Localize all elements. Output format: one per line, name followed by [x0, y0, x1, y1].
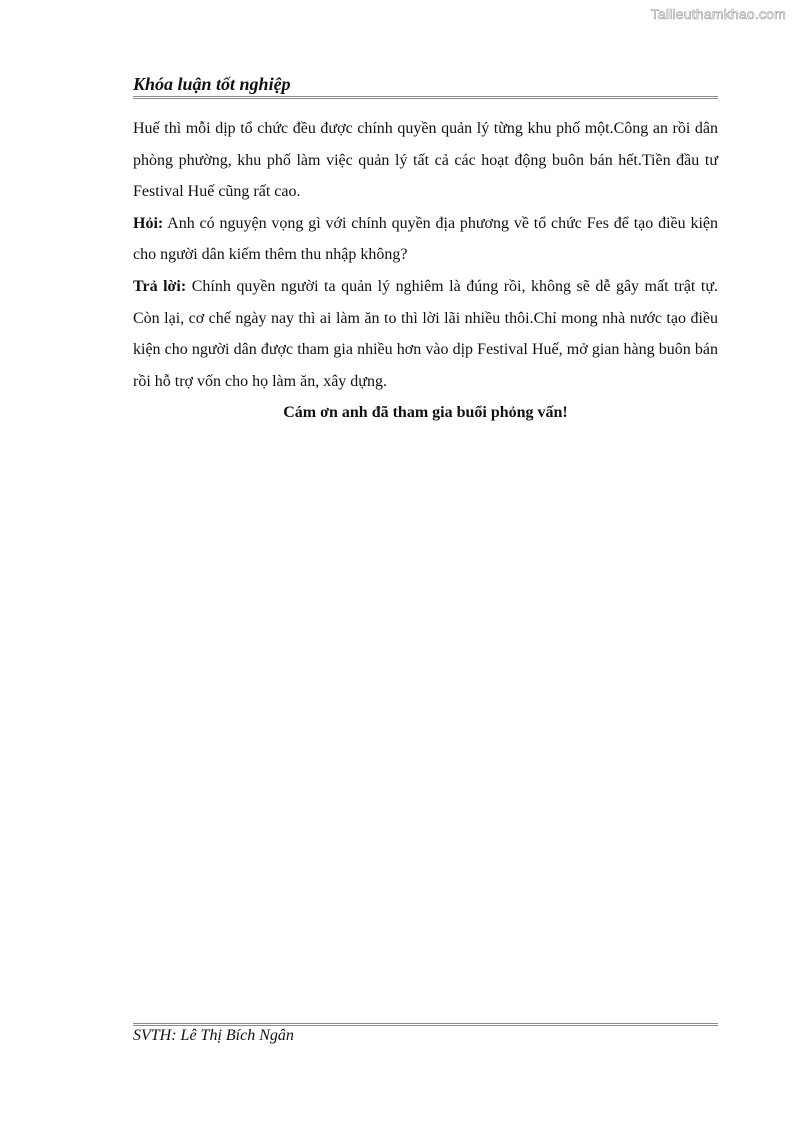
- paragraph-answer: [133, 271, 718, 397]
- paragraph-question: [133, 208, 718, 271]
- footer-divider: [133, 1023, 718, 1026]
- watermark-text: Tailieuthamkhao.com: [650, 6, 786, 22]
- answer-label: Trả lời:: [133, 277, 187, 295]
- closing-line: Cám ơn anh đã tham gia buổi phỏng vấn!: [283, 404, 568, 422]
- question-label: Hỏi:: [133, 214, 164, 232]
- document-body: [133, 113, 718, 429]
- footer-author: SVTH: Lê Thị Bích Ngân: [133, 1027, 294, 1044]
- paragraph-intro: Huế thì mỗi dịp tổ chức đều được chính quyền quản lý từng khu phố một.Công an rồi dân phòng phường, khu phố làm việc quản lý tất cả các hoạt động buôn bán hết.Tiền đầu tư Festival Huế cũng rất cao.: [133, 120, 718, 201]
- header-divider: [133, 96, 718, 99]
- question-text: Anh có nguyện vọng gì với chính quyền địa phương về tổ chức Fes để tạo điều kiện cho người dân kiếm thêm thu nhập không?: [133, 214, 718, 264]
- answer-text: Chính quyền người ta quản lý nghiêm là đúng rồi, không sẽ dễ gây mất trật tự. Còn lại, cơ chế ngày nay thì ai làm ăn to thì lời lãi nhiều thôi.Chỉ mong nhà nước tạo điều kiện cho người dân được tham gia nhiều hơn vào dịp Festival Huế, mở gian hàng buôn bán rồi hỗ trợ vốn cho họ làm ăn, xây dựng.: [133, 277, 718, 390]
- page-header-title: Khóa luận tốt nghiệp: [133, 74, 291, 94]
